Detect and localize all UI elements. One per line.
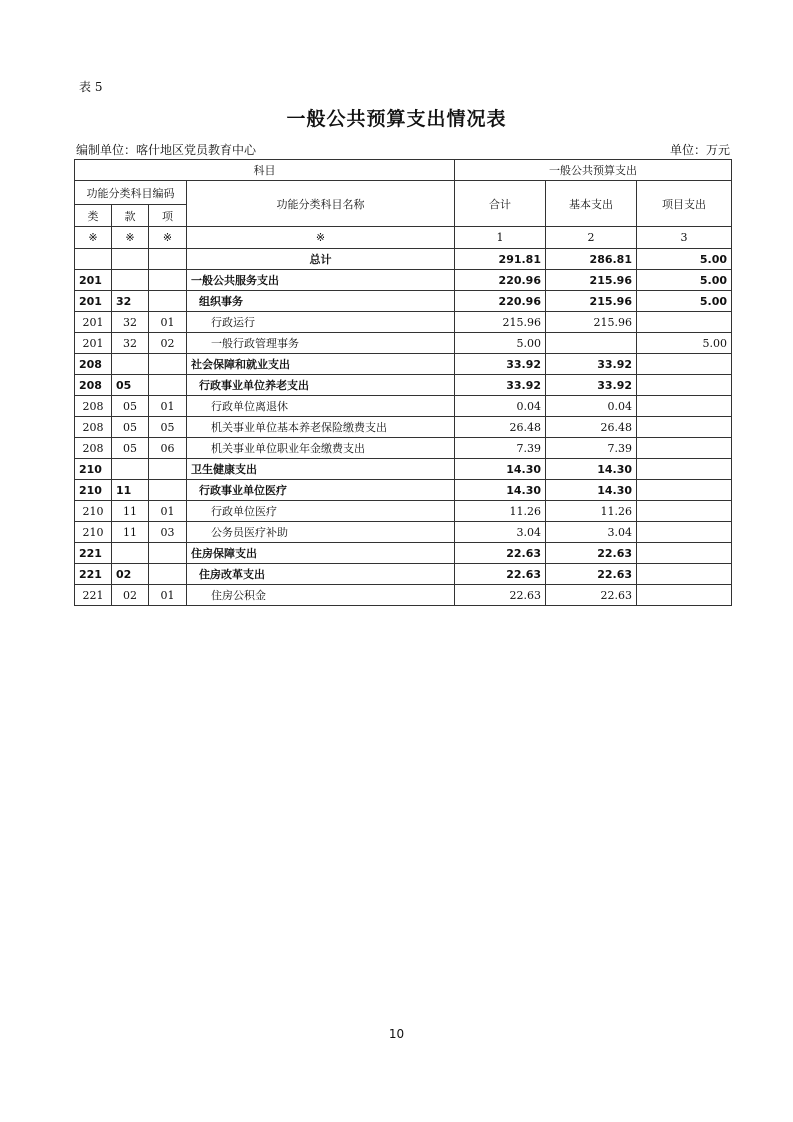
table-row	[75, 585, 732, 606]
page-title: 一般公共预算支出情况表	[286, 108, 507, 130]
project-cell	[637, 354, 732, 375]
func-name-cell: 住房改革支出	[187, 564, 455, 585]
kuan-cell	[112, 459, 149, 480]
project-cell	[637, 417, 732, 438]
xiang-cell	[149, 354, 187, 375]
table-row	[75, 396, 732, 417]
col-index-3: 3	[637, 227, 732, 249]
xiang-cell	[149, 543, 187, 564]
xiang-cell	[149, 480, 187, 501]
kuan-cell: 05	[112, 417, 149, 438]
lei-cell: 208	[75, 438, 112, 459]
xiang-cell	[149, 291, 187, 312]
table-row	[75, 354, 732, 375]
table-row	[75, 564, 732, 585]
xiang-cell: 03	[149, 522, 187, 543]
xiang-header: 项	[149, 205, 187, 227]
mark-cell: ※	[112, 227, 149, 249]
xiang-cell	[149, 270, 187, 291]
kuan-cell: 32	[112, 291, 149, 312]
kuan-cell: 02	[112, 585, 149, 606]
kuan-cell: 05	[112, 375, 149, 396]
xiang-cell: 05	[149, 417, 187, 438]
basic-cell: 215.96	[546, 270, 637, 291]
lei-cell: 201	[75, 270, 112, 291]
basic-cell: 22.63	[546, 585, 637, 606]
total-cell: 22.63	[455, 564, 546, 585]
project-cell	[637, 522, 732, 543]
budget-table	[74, 159, 732, 606]
budget-group-header: 一般公共预算支出	[455, 160, 732, 181]
lei-cell: 210	[75, 501, 112, 522]
total-cell: 291.81	[455, 249, 546, 270]
total-cell: 14.30	[455, 459, 546, 480]
project-cell	[637, 543, 732, 564]
table-row	[75, 375, 732, 396]
func-name-header: 功能分类科目名称	[187, 181, 455, 227]
basic-header: 基本支出	[546, 181, 637, 227]
project-cell	[637, 585, 732, 606]
project-cell	[637, 396, 732, 417]
project-cell: 5.00	[637, 291, 732, 312]
func-name-cell: 行政事业单位医疗	[187, 480, 455, 501]
kuan-cell	[112, 354, 149, 375]
basic-cell: 215.96	[546, 291, 637, 312]
xiang-cell	[149, 459, 187, 480]
total-header: 合计	[455, 181, 546, 227]
mark-cell: ※	[149, 227, 187, 249]
func-name-cell: 机关事业单位职业年金缴费支出	[187, 438, 455, 459]
xiang-cell	[149, 564, 187, 585]
basic-cell: 3.04	[546, 522, 637, 543]
basic-cell: 33.92	[546, 354, 637, 375]
func-name-cell: 组织事务	[187, 291, 455, 312]
basic-cell: 286.81	[546, 249, 637, 270]
kuan-cell	[112, 249, 149, 270]
kuan-cell: 05	[112, 438, 149, 459]
kuan-cell: 02	[112, 564, 149, 585]
table-row	[75, 312, 732, 333]
table-row	[75, 501, 732, 522]
func-name-cell: 一般行政管理事务	[187, 333, 455, 354]
project-cell	[637, 564, 732, 585]
total-cell: 22.63	[455, 543, 546, 564]
func-name-cell: 总计	[187, 249, 455, 270]
func-name-cell: 行政运行	[187, 312, 455, 333]
project-cell	[637, 312, 732, 333]
func-name-cell: 行政事业单位养老支出	[187, 375, 455, 396]
func-name-cell: 卫生健康支出	[187, 459, 455, 480]
total-cell: 220.96	[455, 270, 546, 291]
basic-cell: 22.63	[546, 564, 637, 585]
table-row	[75, 249, 732, 270]
mark-cell: ※	[75, 227, 112, 249]
table-row	[75, 480, 732, 501]
kuan-cell: 11	[112, 501, 149, 522]
total-cell: 215.96	[455, 312, 546, 333]
total-cell: 33.92	[455, 354, 546, 375]
lei-cell: 221	[75, 585, 112, 606]
table-number: 表 5	[79, 80, 103, 94]
func-name-cell: 行政单位医疗	[187, 501, 455, 522]
func-code-header: 功能分类科目编码	[75, 181, 187, 205]
kuan-cell	[112, 270, 149, 291]
func-name-cell: 机关事业单位基本养老保险缴费支出	[187, 417, 455, 438]
basic-cell: 33.92	[546, 375, 637, 396]
kuan-cell	[112, 543, 149, 564]
lei-cell: 210	[75, 480, 112, 501]
basic-cell: 11.26	[546, 501, 637, 522]
kuan-cell: 05	[112, 396, 149, 417]
table-row	[75, 543, 732, 564]
lei-cell: 208	[75, 417, 112, 438]
compiling-unit: 编制单位：喀什地区党员教育中心	[76, 143, 257, 157]
total-cell: 5.00	[455, 333, 546, 354]
lei-cell	[75, 249, 112, 270]
lei-cell: 208	[75, 375, 112, 396]
mark-cell: ※	[187, 227, 455, 249]
project-cell: 5.00	[637, 270, 732, 291]
lei-header: 类	[75, 205, 112, 227]
table-row	[75, 270, 732, 291]
kuan-header: 款	[112, 205, 149, 227]
total-cell: 22.63	[455, 585, 546, 606]
lei-cell: 201	[75, 312, 112, 333]
total-cell: 0.04	[455, 396, 546, 417]
total-cell: 220.96	[455, 291, 546, 312]
project-cell	[637, 438, 732, 459]
xiang-cell: 02	[149, 333, 187, 354]
total-cell: 14.30	[455, 480, 546, 501]
lei-cell: 208	[75, 354, 112, 375]
func-name-cell: 一般公共服务支出	[187, 270, 455, 291]
project-cell	[637, 501, 732, 522]
xiang-cell: 01	[149, 585, 187, 606]
measurement-unit: 单位：万元	[669, 143, 730, 157]
table-row	[75, 333, 732, 354]
basic-cell: 26.48	[546, 417, 637, 438]
project-cell	[637, 480, 732, 501]
table-row	[75, 417, 732, 438]
table-row	[75, 459, 732, 480]
lei-cell: 208	[75, 396, 112, 417]
basic-cell: 22.63	[546, 543, 637, 564]
basic-cell: 215.96	[546, 312, 637, 333]
basic-cell: 14.30	[546, 480, 637, 501]
func-name-cell: 住房公积金	[187, 585, 455, 606]
basic-cell: 7.39	[546, 438, 637, 459]
table-row	[75, 438, 732, 459]
total-cell: 11.26	[455, 501, 546, 522]
kuan-cell: 11	[112, 522, 149, 543]
project-cell	[637, 375, 732, 396]
lei-cell: 210	[75, 522, 112, 543]
xiang-cell: 01	[149, 312, 187, 333]
lei-cell: 210	[75, 459, 112, 480]
total-cell: 7.39	[455, 438, 546, 459]
project-cell	[637, 459, 732, 480]
kuan-cell: 32	[112, 312, 149, 333]
xiang-cell	[149, 249, 187, 270]
basic-cell: 14.30	[546, 459, 637, 480]
total-cell: 33.92	[455, 375, 546, 396]
col-index-1: 1	[455, 227, 546, 249]
lei-cell: 201	[75, 291, 112, 312]
lei-cell: 221	[75, 543, 112, 564]
page-number: 10	[388, 1027, 405, 1041]
total-cell: 3.04	[455, 522, 546, 543]
xiang-cell	[149, 375, 187, 396]
table-row	[75, 522, 732, 543]
basic-cell	[546, 333, 637, 354]
project-header: 项目支出	[637, 181, 732, 227]
xiang-cell: 01	[149, 501, 187, 522]
lei-cell: 201	[75, 333, 112, 354]
func-name-cell: 行政单位离退休	[187, 396, 455, 417]
subject-header: 科目	[75, 160, 455, 181]
func-name-cell: 公务员医疗补助	[187, 522, 455, 543]
basic-cell: 0.04	[546, 396, 637, 417]
kuan-cell: 32	[112, 333, 149, 354]
lei-cell: 221	[75, 564, 112, 585]
project-cell: 5.00	[637, 249, 732, 270]
total-cell: 26.48	[455, 417, 546, 438]
project-cell: 5.00	[637, 333, 732, 354]
xiang-cell: 01	[149, 396, 187, 417]
col-index-2: 2	[546, 227, 637, 249]
table-row	[75, 291, 732, 312]
func-name-cell: 社会保障和就业支出	[187, 354, 455, 375]
func-name-cell: 住房保障支出	[187, 543, 455, 564]
xiang-cell: 06	[149, 438, 187, 459]
kuan-cell: 11	[112, 480, 149, 501]
